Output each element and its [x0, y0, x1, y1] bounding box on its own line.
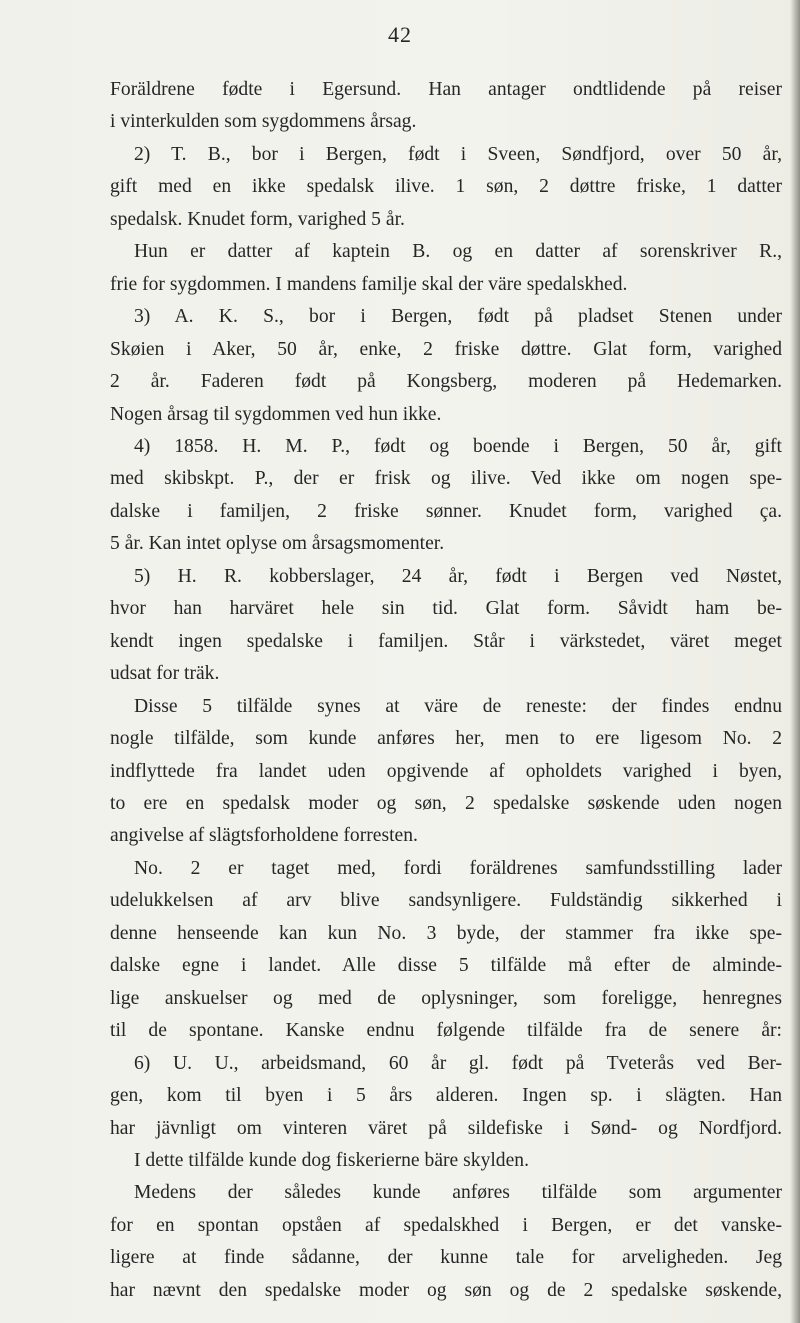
text-line: dalske egne i landet. Alle disse 5 tilfälde må efter de alminde- [110, 955, 782, 977]
text-line: udsat for träk. [110, 663, 220, 685]
text-line: kendt ingen spedalske i familjen. Står i värkstedet, väret meget [110, 630, 782, 652]
text-line: 4) 1858. H. M. P., født og boende i Bergen, 50 år, gift [134, 435, 782, 457]
text-line: frie for sygdommen. I mandens familje skal der väre spedalskhed. [110, 273, 628, 295]
text-line: til de spontane. Kanske endnu følgende tilfälde fra de senere år: [110, 1020, 782, 1042]
text-line: 6) U. U., arbeidsmand, 60 år gl. født på Tveterås ved Ber- [134, 1052, 782, 1074]
text-line: dalske i familjen, 2 friske sønner. Knudet form, varighed ça. [110, 500, 782, 522]
text-line: har nævnt den spedalske moder og søn og de 2 spedalske søskende, [110, 1279, 782, 1301]
text-line: to ere en spedalsk moder og søn, 2 spedalske søskende uden nogen [110, 792, 782, 814]
text-line: 5) H. R. kobberslager, 24 år, født i Bergen ved Nøstet, [134, 565, 782, 587]
text-line: med skibskpt. P., der er frisk og ilive. Ved ikke om nogen spe- [110, 468, 782, 490]
text-line: 2 år. Faderen født på Kongsberg, moderen på Hedemarken. [110, 371, 782, 393]
text-line: 3) A. K. S., bor i Bergen, født på pladset Stenen under [134, 306, 782, 328]
text-line: nogle tilfälde, som kunde anføres her, men to ere ligesom No. 2 [110, 728, 782, 750]
text-line: spedalsk. Knudet form, varighed 5 år. [110, 208, 405, 230]
text-line: Disse 5 tilfälde synes at väre de reneste: der findes endnu [134, 695, 782, 717]
text-line: lige anskuelser og med de oplysninger, som foreligge, henregnes [110, 987, 782, 1009]
text-line: 5 år. Kan intet oplyse om årsagsmomenter. [110, 533, 445, 555]
text-line: hvor han harväret hele sin tid. Glat form. Såvidt ham be- [110, 598, 782, 620]
text-line: for en spontan opståen af spedalskhed i Bergen, er det vanske- [110, 1214, 782, 1236]
body-text [110, 74, 782, 1307]
text-line: denne henseende kan kun No. 3 byde, der stammer fra ikke spe- [110, 922, 782, 944]
text-line: i vinterkulden som sygdommens årsag. [110, 111, 417, 133]
text-line: I dette tilfälde kunde dog fiskerierne bäre skylden. [134, 1149, 529, 1171]
text-line: gen, kom til byen i 5 års alderen. Ingen sp. i slägten. Han [110, 1085, 782, 1107]
text-line: Hun er datter af kaptein B. og en datter af sorenskriver R., [134, 241, 782, 263]
text-line: angivelse af slägtsforholdene forresten. [110, 825, 418, 847]
text-line: Nogen årsag til sygdommen ved hun ikke. [110, 403, 442, 425]
text-line: har jävnligt om vinteren väret på sildefiske i Sønd- og Nordfjord. [110, 1117, 782, 1139]
page-number: 42 [388, 22, 412, 47]
text-line: udelukkelsen af arv blive sandsynligere. Fuldständig sikkerhed i [110, 890, 782, 912]
page-edge-shadow [790, 0, 800, 1323]
text-line: gift med en ikke spedalsk ilive. 1 søn, 2 døttre friske, 1 datter [110, 176, 782, 198]
text-line: No. 2 er taget med, fordi foräldrenes samfundsstilling lader [134, 857, 782, 879]
text-line: Medens der således kunde anføres tilfälde som argumenter [134, 1182, 782, 1204]
text-line: 2) T. B., bor i Bergen, født i Sveen, Søndfjord, over 50 år, [134, 143, 782, 165]
text-line: ligere at finde sådanne, der kunne tale for arveligheden. Jeg [110, 1247, 782, 1269]
text-line: indflyttede fra landet uden opgivende af opholdets varighed i byen, [110, 760, 782, 782]
text-line: Skøien i Aker, 50 år, enke, 2 friske døttre. Glat form, varighed [110, 338, 782, 360]
text-line: Foräldrene fødte i Egersund. Han antager ondtlidende på reiser [110, 79, 782, 100]
